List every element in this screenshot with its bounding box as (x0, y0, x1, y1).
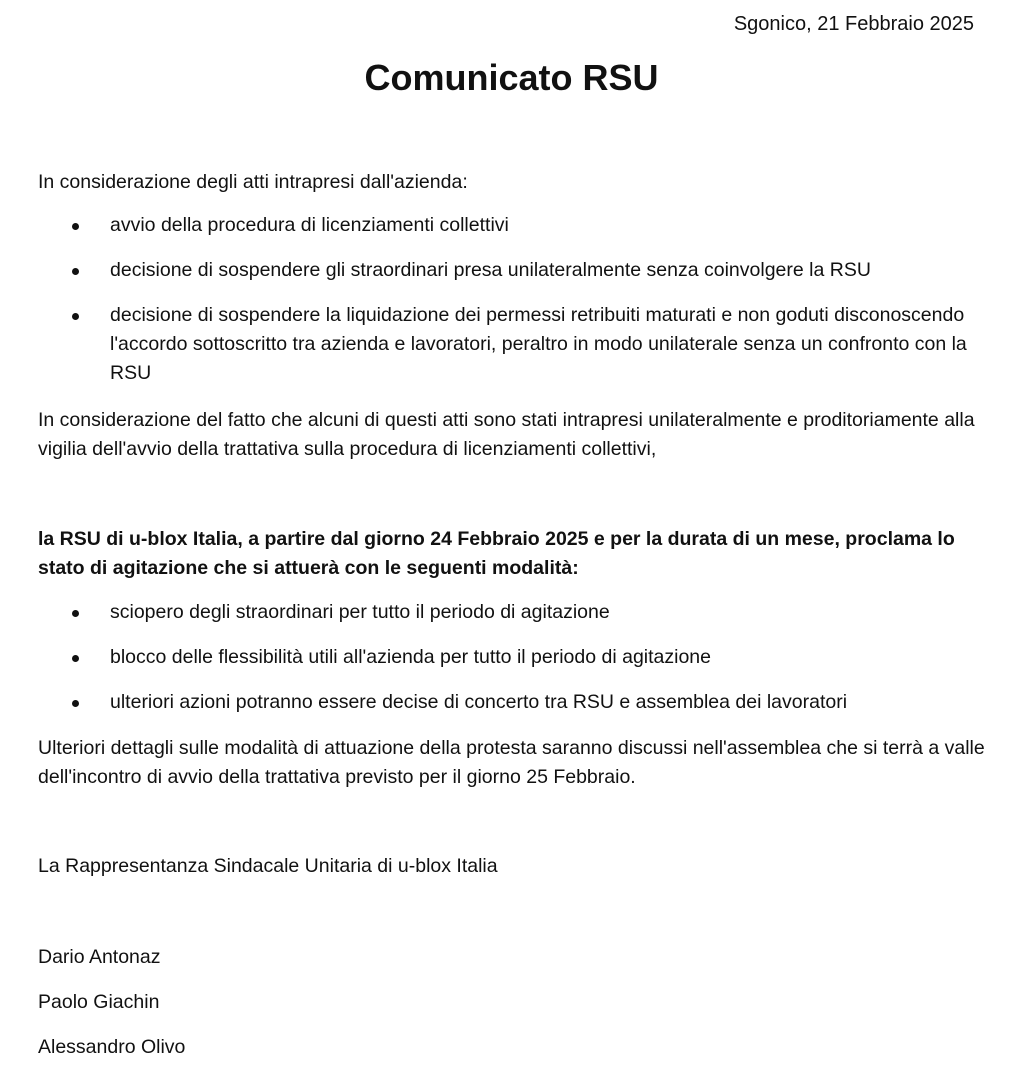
document-title: Comunicato RSU (364, 57, 659, 98)
signature-organization: La Rappresentanza Sindacale Unitaria di u-blox Italia (38, 855, 498, 877)
consideration-paragraph: In considerazione del fatto che alcuni di questi atti sono stati intrapresi unilateralmente e proditoriamente alla vigilia dell'avvio della trattativa sulla procedura di licenziamenti collettivi, (38, 409, 975, 460)
signatory-name: Paolo Giachin (38, 991, 160, 1013)
list-item-text: ulteriori azioni potranno essere decise di concerto tra RSU e assemblea dei lavoratori (110, 691, 848, 713)
list-item (38, 643, 988, 672)
list-item-text: decisione di sospendere la liquidazione dei permessi retribuiti maturati e non goduti disconoscendo l'accordo sottoscritto tra azienda e lavoratori, peraltro in modo unilaterale senza un confronto con la RSU (110, 304, 967, 384)
date-line: Sgonico, 21 Febbraio 2025 (733, 13, 974, 35)
details-paragraph: Ulteriori dettagli sulle modalità di attuazione della protesta saranno discussi nell'assemblea che si terrà a valle dell'incontro di avvio della trattativa previsto per il giorno 25 Febbraio. (38, 737, 985, 788)
list-item-text: blocco delle flessibilità utili all'azienda per tutto il periodo di agitazione (110, 646, 711, 668)
proclamation-paragraph: la RSU di u-blox Italia, a partire dal giorno 24 Febbraio 2025 e per la durata di un mese, proclama lo stato di agitazione che si attuerà con le seguenti modalità: (38, 528, 955, 579)
bullet-icon (72, 700, 79, 707)
modalities-list (38, 598, 988, 717)
bullet-icon (72, 610, 79, 617)
acts-list (38, 211, 988, 388)
intro-paragraph: In considerazione degli atti intrapresi dall'azienda: (38, 171, 468, 193)
list-item-text: sciopero degli straordinari per tutto il periodo di agitazione (110, 601, 610, 623)
list-item (38, 688, 988, 717)
list-item-text: avvio della procedura di licenziamenti collettivi (110, 214, 509, 236)
bullet-icon (72, 223, 79, 230)
list-item (38, 301, 988, 388)
bullet-icon (72, 268, 79, 275)
signatory-name: Dario Antonaz (38, 946, 161, 968)
bullet-icon (72, 655, 79, 662)
list-item (38, 598, 988, 627)
signatory-name: Alessandro Olivo (38, 1036, 186, 1058)
list-item-text: decisione di sospendere gli straordinari presa unilateralmente senza coinvolgere la RSU (110, 259, 871, 281)
bullet-icon (72, 313, 79, 320)
list-item (38, 256, 988, 285)
list-item (38, 211, 988, 240)
